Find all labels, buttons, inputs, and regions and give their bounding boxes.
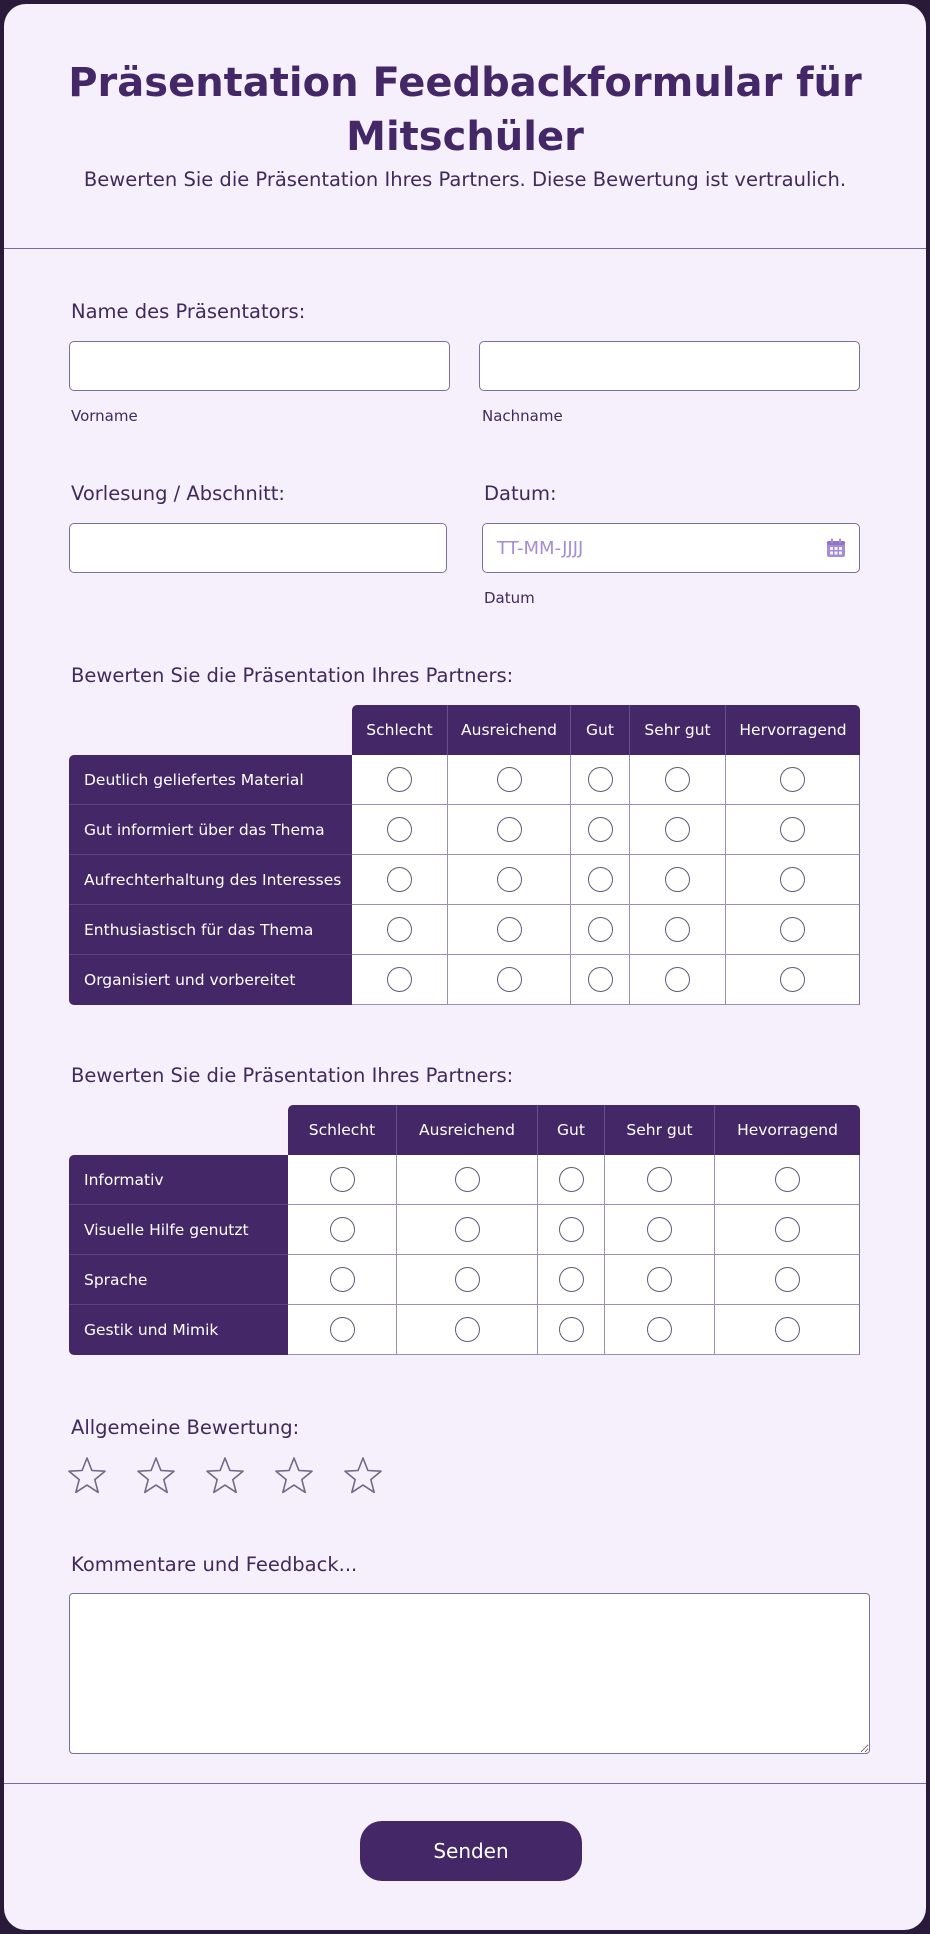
- column-header: Schlecht: [352, 705, 448, 755]
- table-row: [69, 755, 860, 805]
- rating-matrix-1: [69, 705, 860, 1005]
- star-icon[interactable]: [343, 1456, 383, 1496]
- presenter-name-label: Name des Präsentators:: [71, 300, 306, 323]
- star-icon[interactable]: [67, 1456, 107, 1496]
- table-row: [69, 1305, 860, 1355]
- comments-label: Kommentare und Feedback...: [71, 1553, 358, 1576]
- radio-button[interactable]: [775, 1267, 800, 1292]
- calendar-icon[interactable]: [826, 538, 846, 558]
- radio-button[interactable]: [665, 967, 690, 992]
- matrix-corner: [69, 1105, 288, 1155]
- radio-button[interactable]: [330, 1317, 355, 1342]
- column-header: Sehr gut: [630, 705, 726, 755]
- column-header: Sehr gut: [605, 1105, 715, 1155]
- radio-button[interactable]: [647, 1317, 672, 1342]
- last-name-input[interactable]: [479, 341, 860, 391]
- row-label: Sprache: [69, 1255, 288, 1305]
- date-input[interactable]: [482, 523, 860, 573]
- matrix1-label: Bewerten Sie die Präsentation Ihres Partners:: [71, 664, 514, 687]
- radio-button[interactable]: [497, 767, 522, 792]
- radio-button[interactable]: [387, 917, 412, 942]
- row-label: Aufrechterhaltung des Interesses: [69, 855, 352, 905]
- table-row: [69, 955, 860, 1005]
- radio-button[interactable]: [588, 967, 613, 992]
- lecture-label: Vorlesung / Abschnitt:: [71, 482, 286, 505]
- table-row: [69, 1255, 860, 1305]
- radio-button[interactable]: [455, 1267, 480, 1292]
- radio-button[interactable]: [559, 1317, 584, 1342]
- radio-button[interactable]: [780, 817, 805, 842]
- radio-button[interactable]: [588, 917, 613, 942]
- radio-button[interactable]: [775, 1217, 800, 1242]
- date-label: Datum:: [484, 482, 557, 505]
- star-icon[interactable]: [136, 1456, 176, 1496]
- table-row: [69, 1155, 860, 1205]
- star-rating: [67, 1456, 412, 1496]
- matrix2-label: Bewerten Sie die Präsentation Ihres Partners:: [71, 1064, 514, 1087]
- overall-rating-label: Allgemeine Bewertung:: [71, 1416, 300, 1439]
- star-icon[interactable]: [205, 1456, 245, 1496]
- radio-button[interactable]: [780, 767, 805, 792]
- radio-button[interactable]: [497, 917, 522, 942]
- radio-button[interactable]: [588, 767, 613, 792]
- form-card: [4, 4, 926, 1930]
- column-header: Gut: [538, 1105, 605, 1155]
- radio-button[interactable]: [330, 1167, 355, 1192]
- radio-button[interactable]: [559, 1217, 584, 1242]
- table-row: [69, 855, 860, 905]
- form-header: [4, 4, 926, 249]
- radio-button[interactable]: [647, 1217, 672, 1242]
- matrix-corner: [69, 705, 352, 755]
- radio-button[interactable]: [497, 967, 522, 992]
- radio-button[interactable]: [665, 767, 690, 792]
- radio-button[interactable]: [665, 867, 690, 892]
- row-label: Organisiert und vorbereitet: [69, 955, 352, 1005]
- radio-button[interactable]: [387, 767, 412, 792]
- radio-button[interactable]: [775, 1167, 800, 1192]
- row-label: Deutlich geliefertes Material: [69, 755, 352, 805]
- row-label: Enthusiastisch für das Thema: [69, 905, 352, 955]
- radio-button[interactable]: [665, 917, 690, 942]
- column-header: Hevorragend: [715, 1105, 860, 1155]
- radio-button[interactable]: [647, 1167, 672, 1192]
- radio-button[interactable]: [497, 867, 522, 892]
- row-label: Visuelle Hilfe genutzt: [69, 1205, 288, 1255]
- column-header: Ausreichend: [397, 1105, 538, 1155]
- radio-button[interactable]: [330, 1267, 355, 1292]
- column-header: Ausreichend: [448, 705, 571, 755]
- star-icon[interactable]: [274, 1456, 314, 1496]
- radio-button[interactable]: [455, 1317, 480, 1342]
- table-row: [69, 1205, 860, 1255]
- radio-button[interactable]: [647, 1267, 672, 1292]
- radio-button[interactable]: [497, 817, 522, 842]
- table-row: [69, 805, 860, 855]
- radio-button[interactable]: [588, 867, 613, 892]
- radio-button[interactable]: [588, 817, 613, 842]
- row-label: Gestik und Mimik: [69, 1305, 288, 1355]
- column-header: Gut: [571, 705, 630, 755]
- radio-button[interactable]: [780, 967, 805, 992]
- comments-textarea[interactable]: [69, 1593, 870, 1754]
- first-name-input[interactable]: [69, 341, 450, 391]
- radio-button[interactable]: [775, 1317, 800, 1342]
- last-name-sublabel: Nachname: [482, 407, 563, 425]
- radio-button[interactable]: [665, 817, 690, 842]
- radio-button[interactable]: [455, 1217, 480, 1242]
- row-label: Gut informiert über das Thema: [69, 805, 352, 855]
- radio-button[interactable]: [387, 867, 412, 892]
- radio-button[interactable]: [455, 1167, 480, 1192]
- first-name-sublabel: Vorname: [71, 407, 138, 425]
- date-sublabel: Datum: [484, 589, 535, 607]
- table-row: [69, 905, 860, 955]
- radio-button[interactable]: [330, 1217, 355, 1242]
- rating-matrix-2: [69, 1105, 860, 1355]
- submit-button[interactable]: Senden: [360, 1821, 582, 1881]
- lecture-input[interactable]: [69, 523, 447, 573]
- radio-button[interactable]: [780, 917, 805, 942]
- form-title: Präsentation Feedbackformular für Mitschüler: [68, 60, 862, 160]
- column-header: Schlecht: [288, 1105, 397, 1155]
- row-label: Informativ: [69, 1155, 288, 1205]
- radio-button[interactable]: [559, 1167, 584, 1192]
- radio-button[interactable]: [780, 867, 805, 892]
- form-subtitle: Bewerten Sie die Präsentation Ihres Partners. Diese Bewertung ist vertraulich.: [83, 168, 847, 191]
- column-header: Hervorragend: [726, 705, 860, 755]
- radio-button[interactable]: [387, 967, 412, 992]
- radio-button[interactable]: [387, 817, 412, 842]
- radio-button[interactable]: [559, 1267, 584, 1292]
